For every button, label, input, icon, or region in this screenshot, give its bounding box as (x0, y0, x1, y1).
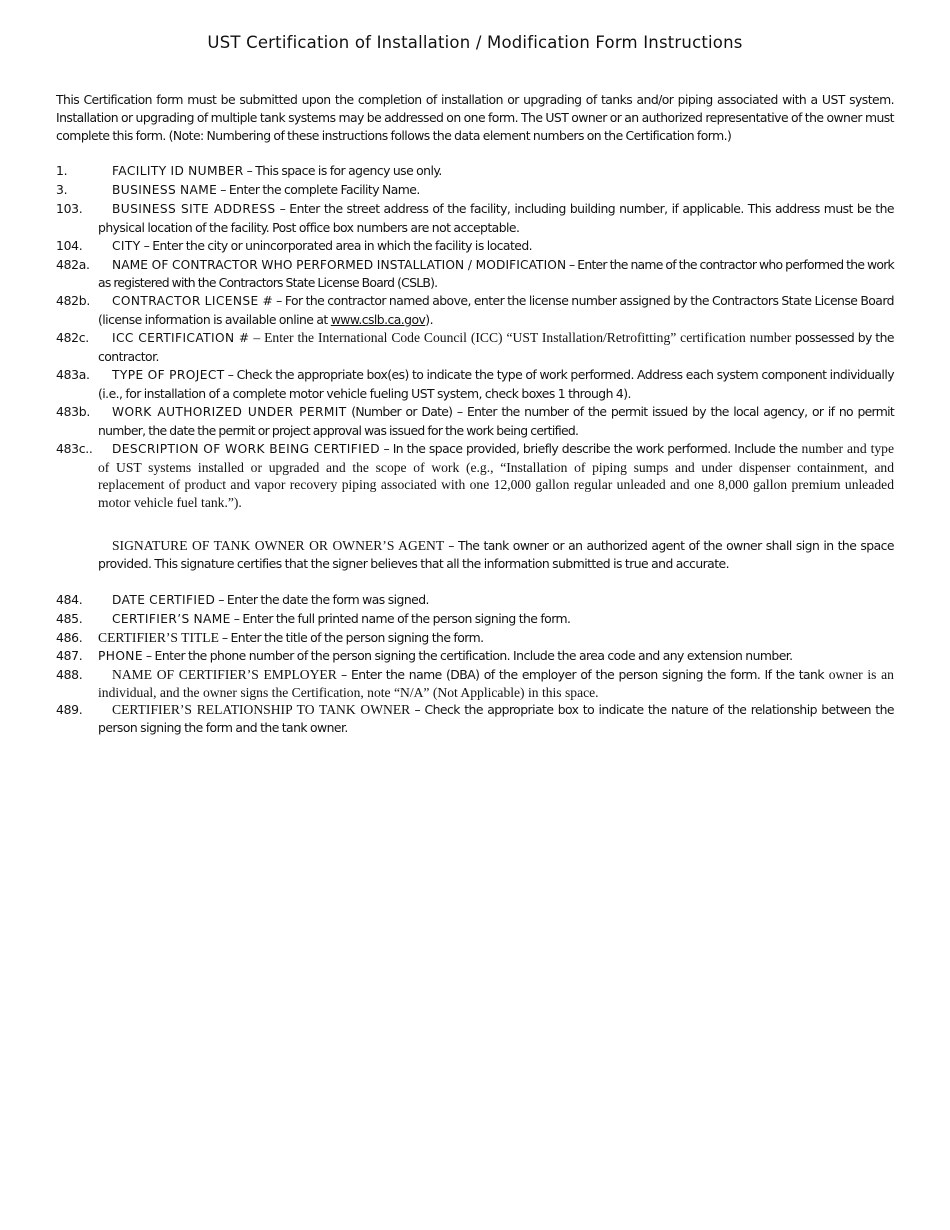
item-text-serif: number and type of UST systems installed or upgraded and the scope of work (e.g., “Installation of piping sumps and under dispenser containment, and replacement of product and vapor recovery piping associated with one 12,000 gallon regular unleaded and one 8,000 gallon premium unleaded motor vehicle fuel tank.”). (98, 440, 894, 511)
item-text: – Enter the title of the person signing the form. (218, 629, 484, 645)
signature-field-name: SIGNATURE OF TANK OWNER OR OWNER’S AGENT (112, 538, 445, 553)
item-field-name: FACILITY ID NUMBER (112, 164, 244, 178)
instruction-list-bottom (56, 591, 894, 737)
item-field-name: ICC CERTIFICATION # (112, 331, 250, 346)
item-text: (Number or Date) – Enter the number of the permit issued by the local agency, or if no permit number, the date the permit or project approval was issued for the work being certified. (98, 403, 894, 438)
instruction-item-483a (56, 366, 894, 403)
instruction-item-103 (56, 200, 894, 237)
item-text: – Enter the full printed name of the person signing the form. (230, 610, 571, 626)
item-text: – Check the appropriate box to indicate the nature of the relationship between the person signing the form and the tank owner. (98, 702, 894, 736)
item-field-name: CERTIFIER’S NAME (112, 611, 231, 626)
instruction-item-487 (56, 647, 894, 666)
item-field-name: BUSINESS SITE ADDRESS (112, 201, 276, 216)
item-text: – This space is for agency use only. (243, 163, 442, 178)
item-field-name: WORK AUTHORIZED UNDER PERMIT (112, 404, 347, 419)
item-number: 488. (56, 666, 83, 682)
item-number: 104. (56, 237, 83, 253)
item-number: 103. (56, 200, 83, 216)
instruction-item-489 (56, 701, 894, 737)
item-field-name: DATE CERTIFIED (112, 593, 216, 607)
item-number: 483a. (56, 366, 90, 382)
item-number: 485. (56, 610, 83, 626)
instruction-item-482c (56, 329, 894, 366)
instruction-item-483b (56, 403, 894, 440)
item-field-name: NAME OF CERTIFIER’S EMPLOYER (112, 666, 337, 682)
item-text: – Enter the complete Facility Name. (217, 181, 420, 197)
item-text-serif: owner is an individual, and the owner signs the Certification, note “N/A” (Not Applicable) in this space. (98, 666, 894, 700)
item-number: 483c.. (56, 440, 93, 456)
item-text-after: ). (425, 312, 433, 328)
item-text: – Enter the phone number of the person signing the certification. Include the area code and any extension number. (142, 647, 793, 663)
item-number: 487. (56, 647, 83, 663)
item-number: 482c. (56, 330, 89, 346)
item-number: 482a. (56, 256, 90, 272)
item-number: 483b. (56, 403, 90, 419)
item-text: – Enter the date the form was signed. (215, 592, 429, 607)
item-field-name: DESCRIPTION OF WORK BEING CERTIFIED (112, 441, 380, 456)
item-field-name: BUSINESS NAME (112, 182, 218, 197)
page-title: UST Certification of Installation / Modification Form Instructions (207, 33, 743, 52)
instruction-item-486 (56, 629, 894, 647)
instruction-item-483c (56, 440, 894, 513)
item-field-name: CITY (112, 238, 141, 253)
instruction-item-482a (56, 256, 894, 293)
item-text: – Enter the name (DBA) of the employer of the person signing the form. If the tank (336, 666, 824, 682)
item-text: – Enter the street address of the facility, including building number, if applicable. This address must be the physical location of the facility. Post office box numbers are not acceptable. (98, 200, 894, 235)
item-text-serif: – Enter the International Code Council (ICC) “UST Installation/Retrofitting” certification number (249, 330, 792, 346)
instruction-list-top (56, 162, 894, 512)
signature-text: – The tank owner or an authorized agent of the owner shall sign in the space provided. This signature certifies that the signer believes that all the information submitted is true and accurate. (98, 538, 894, 571)
item-field-name: PHONE (98, 648, 143, 663)
item-text: possessed by the contractor. (98, 330, 894, 365)
item-text: – Enter the name of the contractor who performed the work as registered with the Contractors State License Board (CSLB). (98, 256, 894, 291)
item-text: – Check the appropriate box(es) to indicate the type of work performed. Address each system component individually (i.e., for installation of a complete motor vehicle fueling UST system, check boxes 1 through 4). (98, 366, 894, 401)
item-field-name: CERTIFIER’S RELATIONSHIP TO TANK OWNER (112, 702, 411, 718)
item-number: 3. (56, 181, 68, 197)
item-text: – For the contractor named above, enter the license number assigned by the Contractors State License Board (license information is available online at (98, 293, 894, 328)
item-number: 486. (56, 629, 83, 645)
item-field-name: TYPE OF PROJECT (112, 367, 225, 382)
intro-paragraph: This Certification form must be submitted upon the completion of installation or upgrading of tanks and/or piping associated with a UST system. Installation or upgrading of multiple tank systems may be addressed on one form. The UST owner or an authorized representative of the owner must complete this form. (Note: Numbering of these instructions follows the data element numbers on the Certification form.) (56, 92, 894, 143)
item-field-name: CERTIFIER’S TITLE (98, 629, 219, 645)
item-number: 1. (56, 163, 68, 178)
instruction-item-485 (56, 610, 894, 629)
instruction-item-3 (56, 181, 894, 200)
item-text: – In the space provided, briefly describe the work performed. Include the (380, 440, 798, 456)
item-text: – Enter the city or unincorporated area in which the facility is located. (140, 237, 533, 253)
instruction-item-484 (56, 591, 894, 610)
cslb-link[interactable]: www.cslb.ca.gov (330, 312, 426, 328)
item-field-name: NAME OF CONTRACTOR WHO PERFORMED INSTALLATION / MODIFICATION (112, 257, 567, 272)
instruction-item-488 (56, 666, 894, 702)
instruction-item-104 (56, 237, 894, 256)
item-field-name: CONTRACTOR LICENSE # (112, 294, 274, 309)
instruction-item-1 (56, 162, 894, 181)
signature-instruction (98, 537, 894, 573)
item-number: 489. (56, 702, 83, 718)
instruction-item-482b (56, 292, 894, 329)
item-number: 484. (56, 592, 83, 607)
item-number: 482b. (56, 293, 90, 309)
